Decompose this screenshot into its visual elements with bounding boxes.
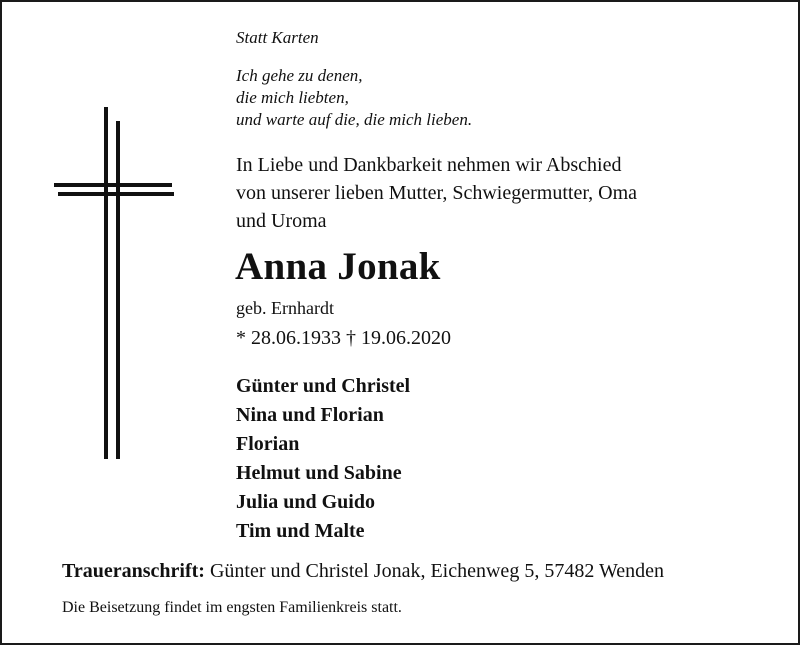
maiden-name: geb. Ernhardt xyxy=(236,298,334,318)
poem-line: und warte auf die, die mich lieben. xyxy=(236,110,473,129)
farewell-line: In Liebe und Dankbarkeit nehmen wir Abschied xyxy=(236,154,622,176)
cross-icon xyxy=(54,107,174,459)
mourner-entry: Helmut und Sabine xyxy=(236,462,402,484)
life-dates: * 28.06.1933 † 19.06.2020 xyxy=(236,327,451,349)
mourner-entry: Nina und Florian xyxy=(236,404,384,426)
address-label: Traueranschrift: xyxy=(62,560,205,582)
deceased-name: Anna Jonak xyxy=(235,245,441,288)
address-text: Günter und Christel Jonak, Eichenweg 5, 57482 Wenden xyxy=(209,560,664,582)
farewell-line: von unserer lieben Mutter, Schwiegermutter, Oma xyxy=(236,182,638,204)
farewell-line: und Uroma xyxy=(236,210,327,232)
intro-text: Statt Karten xyxy=(236,28,319,47)
poem xyxy=(236,65,472,131)
mourner-entry: Günter und Christel xyxy=(236,375,411,397)
mourner-entry: Tim und Malte xyxy=(236,520,365,542)
burial-note: Die Beisetzung findet im engsten Familienkreis statt. xyxy=(62,599,402,616)
poem-line: die mich liebten, xyxy=(236,88,349,107)
mourning-address xyxy=(62,558,664,584)
mourner-entry: Julia und Guido xyxy=(236,491,375,513)
mourners-list xyxy=(236,372,410,546)
mourner-entry: Florian xyxy=(236,433,300,455)
farewell-text xyxy=(236,151,637,235)
poem-line: Ich gehe zu denen, xyxy=(236,66,363,85)
